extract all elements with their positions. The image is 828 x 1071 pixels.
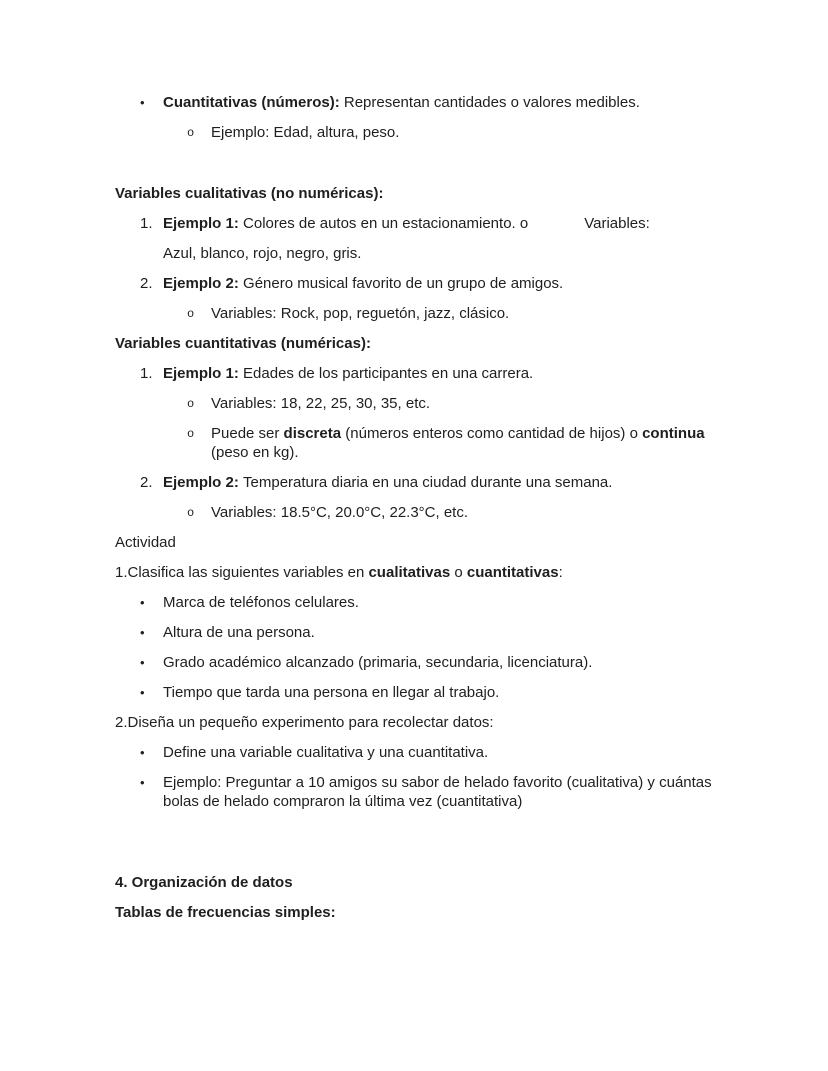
text-segment: (números enteros como cantidad de hijos) o [341, 425, 643, 442]
heading-tablas-frecuencias [115, 903, 715, 922]
sub-bullet-marker: o [187, 397, 195, 411]
heading-organizacion-datos [115, 873, 715, 892]
text-segment: 4. Organización de datos [115, 874, 293, 891]
text-segment: Define una variable cualitativa y una cuantitativa. [163, 744, 489, 761]
text-segment: Azul, blanco, rojo, negro, gris. [163, 245, 362, 262]
spacer [115, 822, 715, 873]
text-segment: Variables: Rock, pop, reguetón, jazz, clásico. [211, 305, 510, 322]
bullet-define-variable [115, 743, 715, 762]
text-segment: cuantitativas [466, 564, 559, 581]
text-segment: Ejemplo 2: [163, 474, 244, 491]
sub-bullet-marker: o [187, 126, 195, 140]
text-segment: Género musical favorito de un grupo de amigos. [243, 275, 564, 292]
text-segment: 1.Clasifica las siguientes variables en [115, 564, 369, 581]
text-segment: Ejemplo 1: [163, 215, 244, 232]
sub-variables-numeros [115, 394, 715, 413]
bullet-marker: • [140, 595, 145, 610]
para-disena [115, 713, 715, 732]
text-segment: Ejemplo 2: [163, 275, 244, 292]
text-segment: Marca de teléfonos celulares. [163, 594, 359, 611]
text-segment: Colores de autos en un estacionamiento. o [243, 215, 529, 232]
sub-bullet-marker: o [187, 307, 195, 321]
text-segment: Representan cantidades o valores medibles. [343, 94, 640, 111]
sub-bullet-marker: o [187, 506, 195, 520]
text-segment: Ejemplo: Edad, altura, peso. [211, 124, 400, 141]
text-segment: Variables: 18, 22, 25, 30, 35, etc. [211, 395, 431, 412]
item-ejemplo2-genero [115, 274, 715, 293]
bullet-marker: • [140, 685, 145, 700]
item-ejemplo1-colores [115, 214, 715, 233]
bullet-marker: • [140, 95, 145, 110]
text-segment: discreta [283, 425, 342, 442]
bullet-grado-academico [115, 653, 715, 672]
text-segment: Ejemplo: Preguntar a 10 amigos su sabor de helado favorito (cualitativa) y cuántas bolas de helado compraron la última vez (cuantitativa) [163, 774, 712, 810]
bullet-marker: • [140, 775, 145, 790]
text-segment: Variables cualitativas (no numéricas): [115, 185, 384, 202]
bullet-marca-telefonos [115, 593, 715, 612]
text-segment: Actividad [115, 534, 176, 551]
text-segment: Cuantitativas (números): [163, 94, 344, 111]
text-segment: cualitativas [368, 564, 451, 581]
text-segment: Tablas de frecuencias simples: [115, 904, 336, 921]
text-segment: Temperatura diaria en una ciudad durante una semana. [243, 474, 613, 491]
text-segment: : [558, 564, 563, 581]
number-marker: 1. [140, 365, 153, 382]
bullet-marker: • [140, 655, 145, 670]
text-segment: Altura de una persona. [163, 624, 315, 641]
text-segment: Puede ser [211, 425, 284, 442]
text-segment: Grado académico alcanzado (primaria, secundaria, licenciatura). [163, 654, 593, 671]
sub-variables-rock [115, 304, 715, 323]
para-clasifica [115, 563, 715, 582]
bullet-marker: • [140, 625, 145, 640]
spacer [115, 153, 715, 184]
text-segment: Edades de los participantes en una carrera. [243, 365, 534, 382]
item-ejemplo1-edades [115, 364, 715, 383]
sub-ejemplo-edad [115, 123, 715, 142]
heading-variables-cualitativas [115, 184, 715, 203]
cont-colores-list [115, 244, 715, 263]
bullet-cuantitativas [115, 93, 715, 112]
text-segment: Ejemplo 1: [163, 365, 244, 382]
sub-discreta-continua [115, 424, 715, 462]
text-segment: o [450, 564, 467, 581]
para-actividad [115, 533, 715, 552]
number-marker: 2. [140, 474, 153, 491]
text-segment: 2.Diseña un pequeño experimento para recolectar datos: [115, 714, 494, 731]
text-segment: continua [642, 425, 705, 442]
bullet-altura-persona [115, 623, 715, 642]
bullet-marker: • [140, 745, 145, 760]
text-segment: (peso en kg). [211, 444, 299, 461]
text-segment: Variables cuantitativas (numéricas): [115, 335, 371, 352]
text-segment: Variables: 18.5°C, 20.0°C, 22.3°C, etc. [211, 504, 469, 521]
number-marker: 2. [140, 275, 153, 292]
heading-variables-cuantitativas [115, 334, 715, 353]
number-marker: 1. [140, 215, 153, 232]
text-segment: Tiempo que tarda una persona en llegar al trabajo. [163, 684, 500, 701]
bullet-ejemplo-helado [115, 773, 715, 811]
sub-variables-temperaturas [115, 503, 715, 522]
sub-bullet-marker: o [187, 427, 195, 441]
item-ejemplo2-temperatura [115, 473, 715, 492]
text-segment: Variables: [584, 215, 650, 232]
bullet-tiempo-trabajo [115, 683, 715, 702]
